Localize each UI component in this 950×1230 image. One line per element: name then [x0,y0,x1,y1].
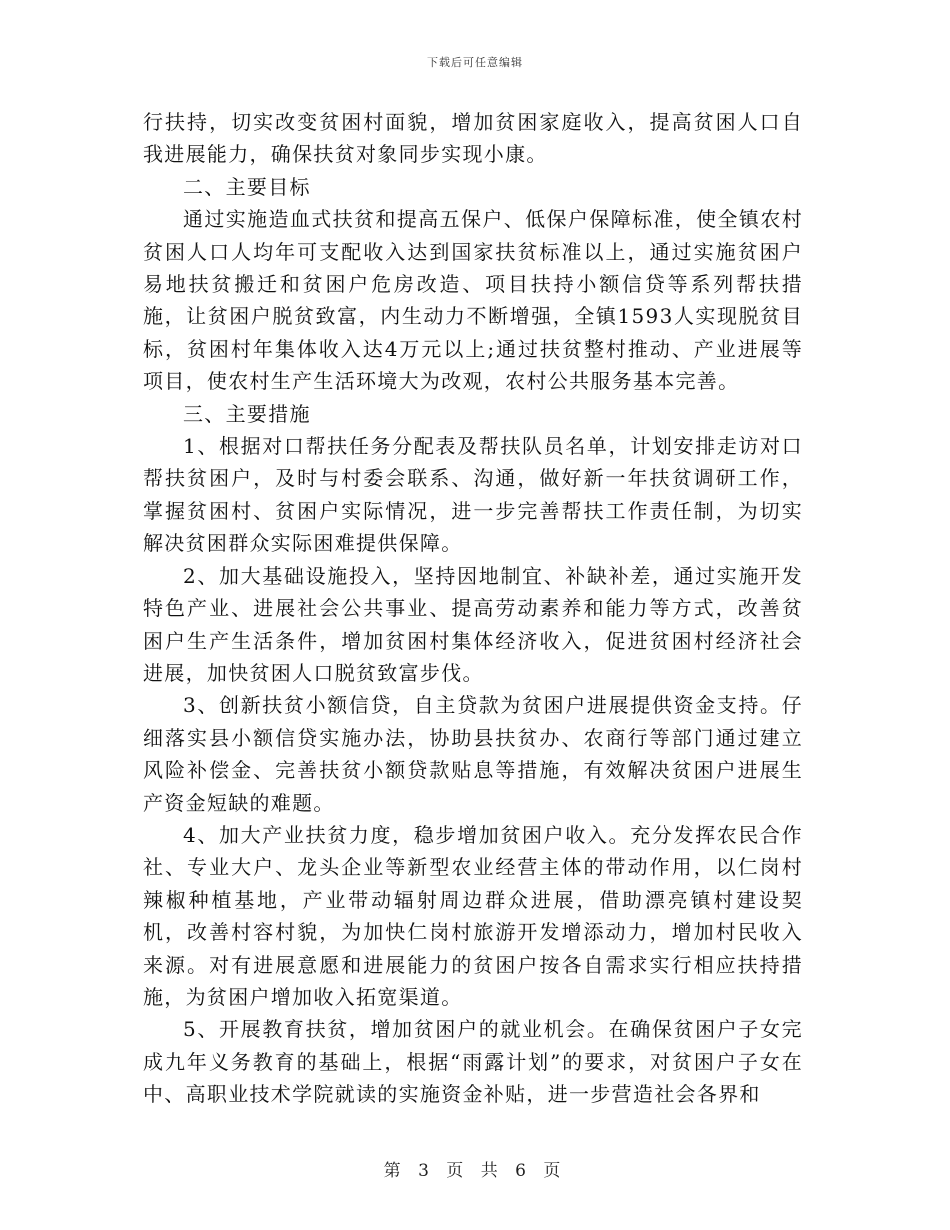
paragraph-main-goals: 通过实施造血式扶贫和提高五保户、低保户保障标准，使全镇农村贫困人口人均年可支配收入达到国家扶贫标准以上，通过实施贫困户易地扶贫搬迁和贫困户危房改造、项目扶持小额信贷等系列帮扶措施，让贫困户脱贫致富，内生动力不断增强，全镇1593人实现脱贫目标，贫困村年集体收入达4万元以上;通过扶贫整村推动、产业进展等项目，使农村生产生活环境大为改观，农村公共服务基本完善。 [143,207,803,394]
paragraph-measure-1: 1、根据对口帮扶任务分配表及帮扶队员名单，计划安排走访对口帮扶贫困户，及时与村委会联系、沟通，做好新一年扶贫调研工作，掌握贫困村、贫困户实际情况，进一步完善帮扶工作责任制，为切实解决贫困群众实际困难提供保障。 [143,434,803,556]
section-heading-main-measures: 三、主要措施 [183,401,311,426]
paragraph-measure-4: 4、加大产业扶贫力度，稳步增加贫困户收入。充分发挥农民合作社、专业大户、龙头企业等新型农业经营主体的带动作用，以仁岗村辣椒种植基地，产业带动辐射周边群众进展，借助漂亮镇村建设契机，改善村容村貌，为加快仁岗村旅游开发增添动力，增加村民收入来源。对有进展意愿和进展能力的贫困户按各自需求实行相应扶持措施，为贫困户增加收入拓宽渠道。 [143,822,803,1009]
paragraph-measure-3: 3、创新扶贫小额信贷，自主贷款为贫困户进展提供资金支持。仔细落实县小额信贷实施办法，协助县扶贫办、农商行等部门通过建立风险补偿金、完善扶贫小额贷款贴息等措施，有效解决贫困户进展生产资金短缺的难题。 [143,693,803,815]
document-body [143,106,803,1111]
paragraph-continuation: 行扶持，切实改变贫困村面貌，增加贫困家庭收入，提高贫困人口自我进展能力，确保扶贫对象同步实现小康。 [143,110,803,167]
section-heading-main-goals: 二、主要目标 [183,174,311,199]
paragraph-measure-2: 2、加大基础设施投入，坚持因地制宜、补缺补差，通过实施开发特色产业、进展社会公共事业、提高劳动素养和能力等方式，改善贫困户生产生活条件，增加贫困村集体经济收入，促进贫困村经济社会进展，加快贫困人口脱贫致富步伐。 [143,563,803,685]
page-header: 下载后可任意编辑 [427,56,523,69]
page-number-footer: 第 3 页 共 6 页 [383,1161,567,1181]
paragraph-measure-5: 5、开展教育扶贫，增加贫困户的就业机会。在确保贫困户子女完成九年义务教育的基础上，根据“雨露计划”的要求，对贫困户子女在中、高职业技术学院就读的实施资金补贴，进一步营造社会各界和 [143,1017,803,1107]
